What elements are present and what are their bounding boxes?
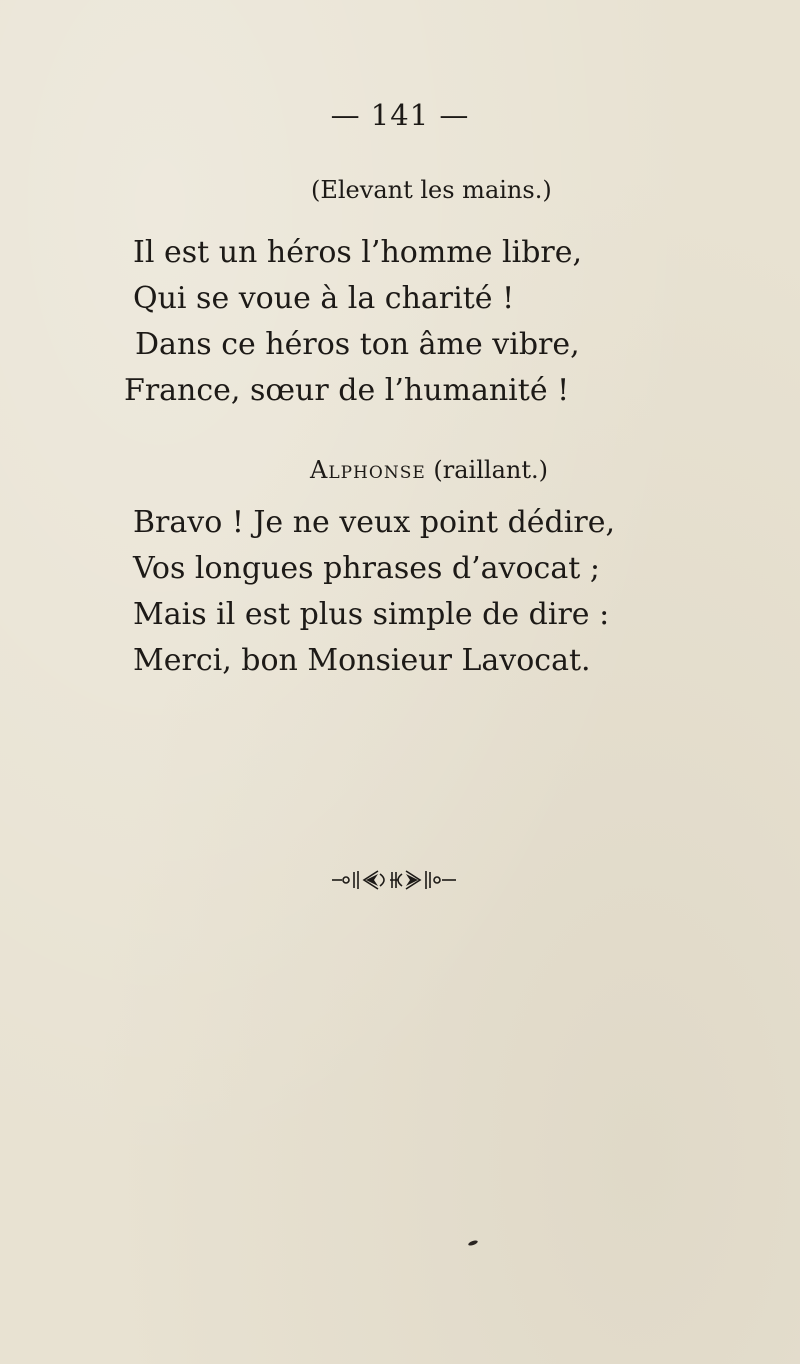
- page-number: — 141 —: [330, 98, 470, 132]
- verse-line: Il est un héros l’homme libre,: [133, 235, 583, 270]
- speaker-name: Alphonse: [310, 456, 426, 484]
- verse-line: Bravo ! Je ne veux point dédire,: [133, 505, 615, 540]
- speaker-line: [310, 456, 548, 484]
- stage-direction: (Elevant les mains.): [311, 176, 552, 204]
- verse-line: Vos longues phrases d’avocat ;: [133, 551, 600, 586]
- ink-speck: [468, 1239, 479, 1246]
- verse-line: Mais il est plus simple de dire :: [133, 597, 610, 632]
- verse-line: Dans ce héros ton âme vibre,: [135, 327, 580, 362]
- speaker-direction: (raillant.): [433, 456, 548, 484]
- verse-line: France, sœur de l’humanité !: [124, 373, 570, 408]
- verse-line: Qui se voue à la charité !: [133, 281, 515, 316]
- verse-line: Merci, bon Monsieur Lavocat.: [133, 643, 591, 678]
- fleuron-icon: [330, 866, 470, 892]
